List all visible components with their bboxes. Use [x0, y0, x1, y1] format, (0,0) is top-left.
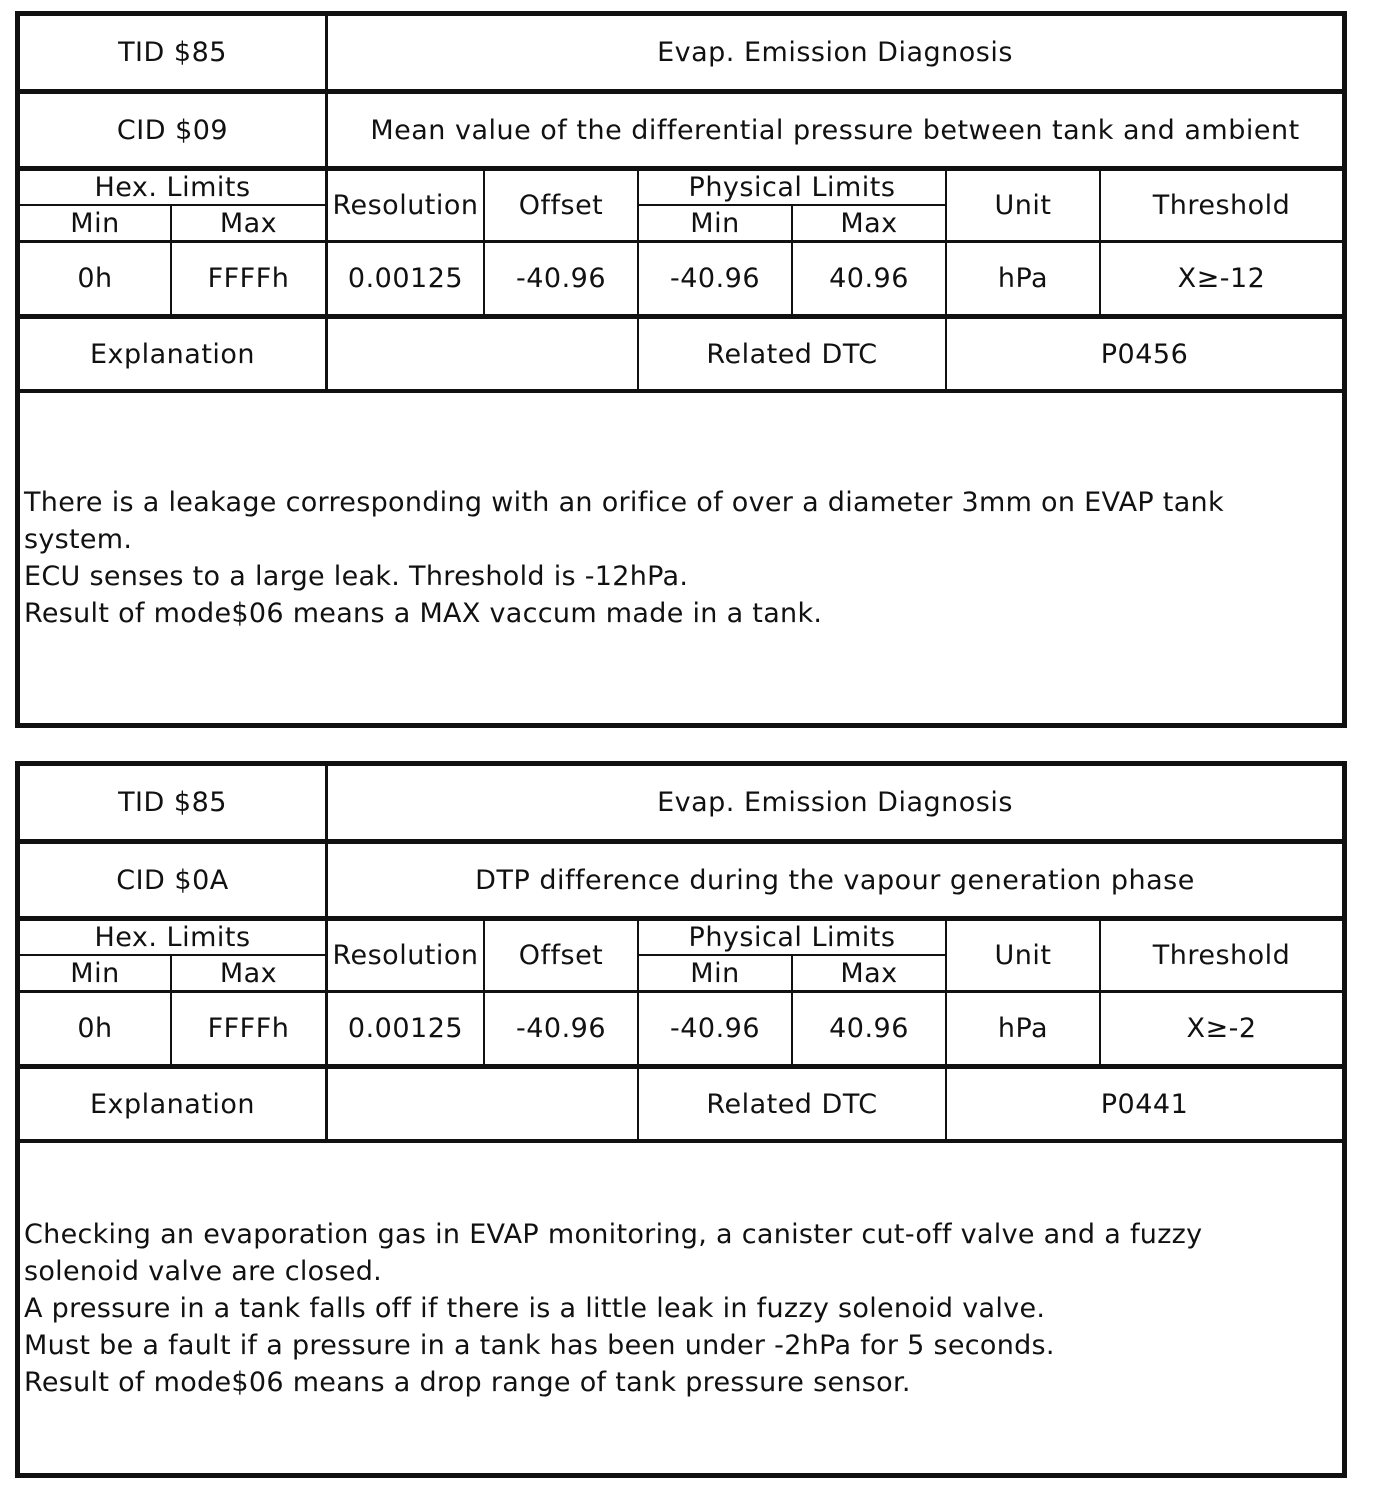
phys-max-header: Max — [840, 957, 898, 989]
resolution-header: Resolution — [332, 190, 479, 221]
hex-max-header: Max — [219, 207, 278, 239]
explanation-line: There is a leakage corresponding with an orifice of over a diameter 3mm on EVAP tank — [24, 487, 1224, 518]
hex-min-header: Min — [70, 957, 120, 989]
explanation-text — [24, 1216, 1334, 1401]
explanation-label: Explanation — [89, 338, 256, 370]
resolution-value: 0.00125 — [347, 263, 464, 294]
offset-value: -40.96 — [515, 263, 607, 294]
offset-header: Offset — [518, 190, 604, 221]
threshold-value: X≥-2 — [1186, 1013, 1257, 1044]
row-divider — [20, 1139, 1342, 1143]
threshold-header: Threshold — [1152, 190, 1291, 221]
phys-min-value: -40.96 — [669, 263, 761, 294]
diagnosis-table-2 — [15, 761, 1347, 1478]
explanation-line: Result of mode$06 means a drop range of tank pressure sensor. — [24, 1367, 911, 1398]
related-dtc-label: Related DTC — [706, 1088, 878, 1120]
hex-min-value: 0h — [77, 263, 113, 294]
hex-max-value: FFFFh — [207, 1013, 290, 1044]
tid-description: Evap. Emission Diagnosis — [657, 37, 1013, 68]
related-dtc-label: Related DTC — [706, 338, 878, 370]
row-divider — [20, 389, 1342, 393]
offset-header: Offset — [518, 940, 604, 971]
hex-min-header: Min — [70, 207, 120, 239]
threshold-value: X≥-12 — [1177, 263, 1266, 294]
diagnosis-table-1 — [15, 11, 1347, 728]
tid-label: TID $85 — [118, 787, 227, 818]
resolution-header: Resolution — [332, 940, 479, 971]
phys-max-header: Max — [840, 207, 898, 239]
hex-min-value: 0h — [77, 1013, 113, 1044]
tid-description: Evap. Emission Diagnosis — [657, 787, 1013, 818]
explanation-line: Must be a fault if a pressure in a tank has been under -2hPa for 5 seconds. — [24, 1330, 1055, 1361]
explanation-line: ECU senses to a large leak. Threshold is -12hPa. — [24, 561, 689, 592]
related-dtc-value: P0441 — [1100, 1088, 1189, 1120]
related-dtc-value: P0456 — [1100, 338, 1189, 370]
cid-label: CID $09 — [116, 114, 229, 146]
explanation-line: system. — [24, 524, 133, 555]
explanation-line: Checking an evaporation gas in EVAP monitoring, a canister cut-off valve and a fuzzy — [24, 1219, 1203, 1250]
explanation-line: A pressure in a tank falls off if there is a little leak in fuzzy solenoid valve. — [24, 1293, 1046, 1324]
threshold-header: Threshold — [1152, 940, 1291, 971]
hex-limits-header: Hex. Limits — [94, 172, 251, 203]
phys-max-value: 40.96 — [829, 1013, 909, 1044]
phys-min-header: Min — [690, 957, 740, 989]
phys-min-value: -40.96 — [669, 1013, 761, 1044]
hex-max-header: Max — [219, 957, 278, 989]
explanation-text — [24, 484, 1334, 632]
unit-header: Unit — [994, 940, 1052, 971]
unit-value: hPa — [997, 263, 1049, 294]
hex-max-value: FFFFh — [207, 263, 290, 294]
unit-header: Unit — [994, 190, 1052, 221]
explanation-line: solenoid valve are closed. — [24, 1256, 383, 1287]
phys-max-value: 40.96 — [829, 263, 909, 294]
offset-value: -40.96 — [515, 1013, 607, 1044]
explanation-label: Explanation — [89, 1088, 256, 1120]
cid-label: CID $0A — [116, 864, 229, 896]
phys-min-header: Min — [690, 207, 740, 239]
tid-label: TID $85 — [118, 37, 227, 68]
cid-description: Mean value of the differential pressure between tank and ambient — [370, 114, 1300, 146]
physical-limits-header: Physical Limits — [688, 922, 896, 953]
cid-description: DTP difference during the vapour generation phase — [475, 864, 1195, 896]
explanation-line: Result of mode$06 means a MAX vaccum made in a tank. — [24, 598, 823, 629]
physical-limits-header: Physical Limits — [688, 172, 896, 203]
resolution-value: 0.00125 — [347, 1013, 464, 1044]
unit-value: hPa — [997, 1013, 1049, 1044]
hex-limits-header: Hex. Limits — [94, 922, 251, 953]
